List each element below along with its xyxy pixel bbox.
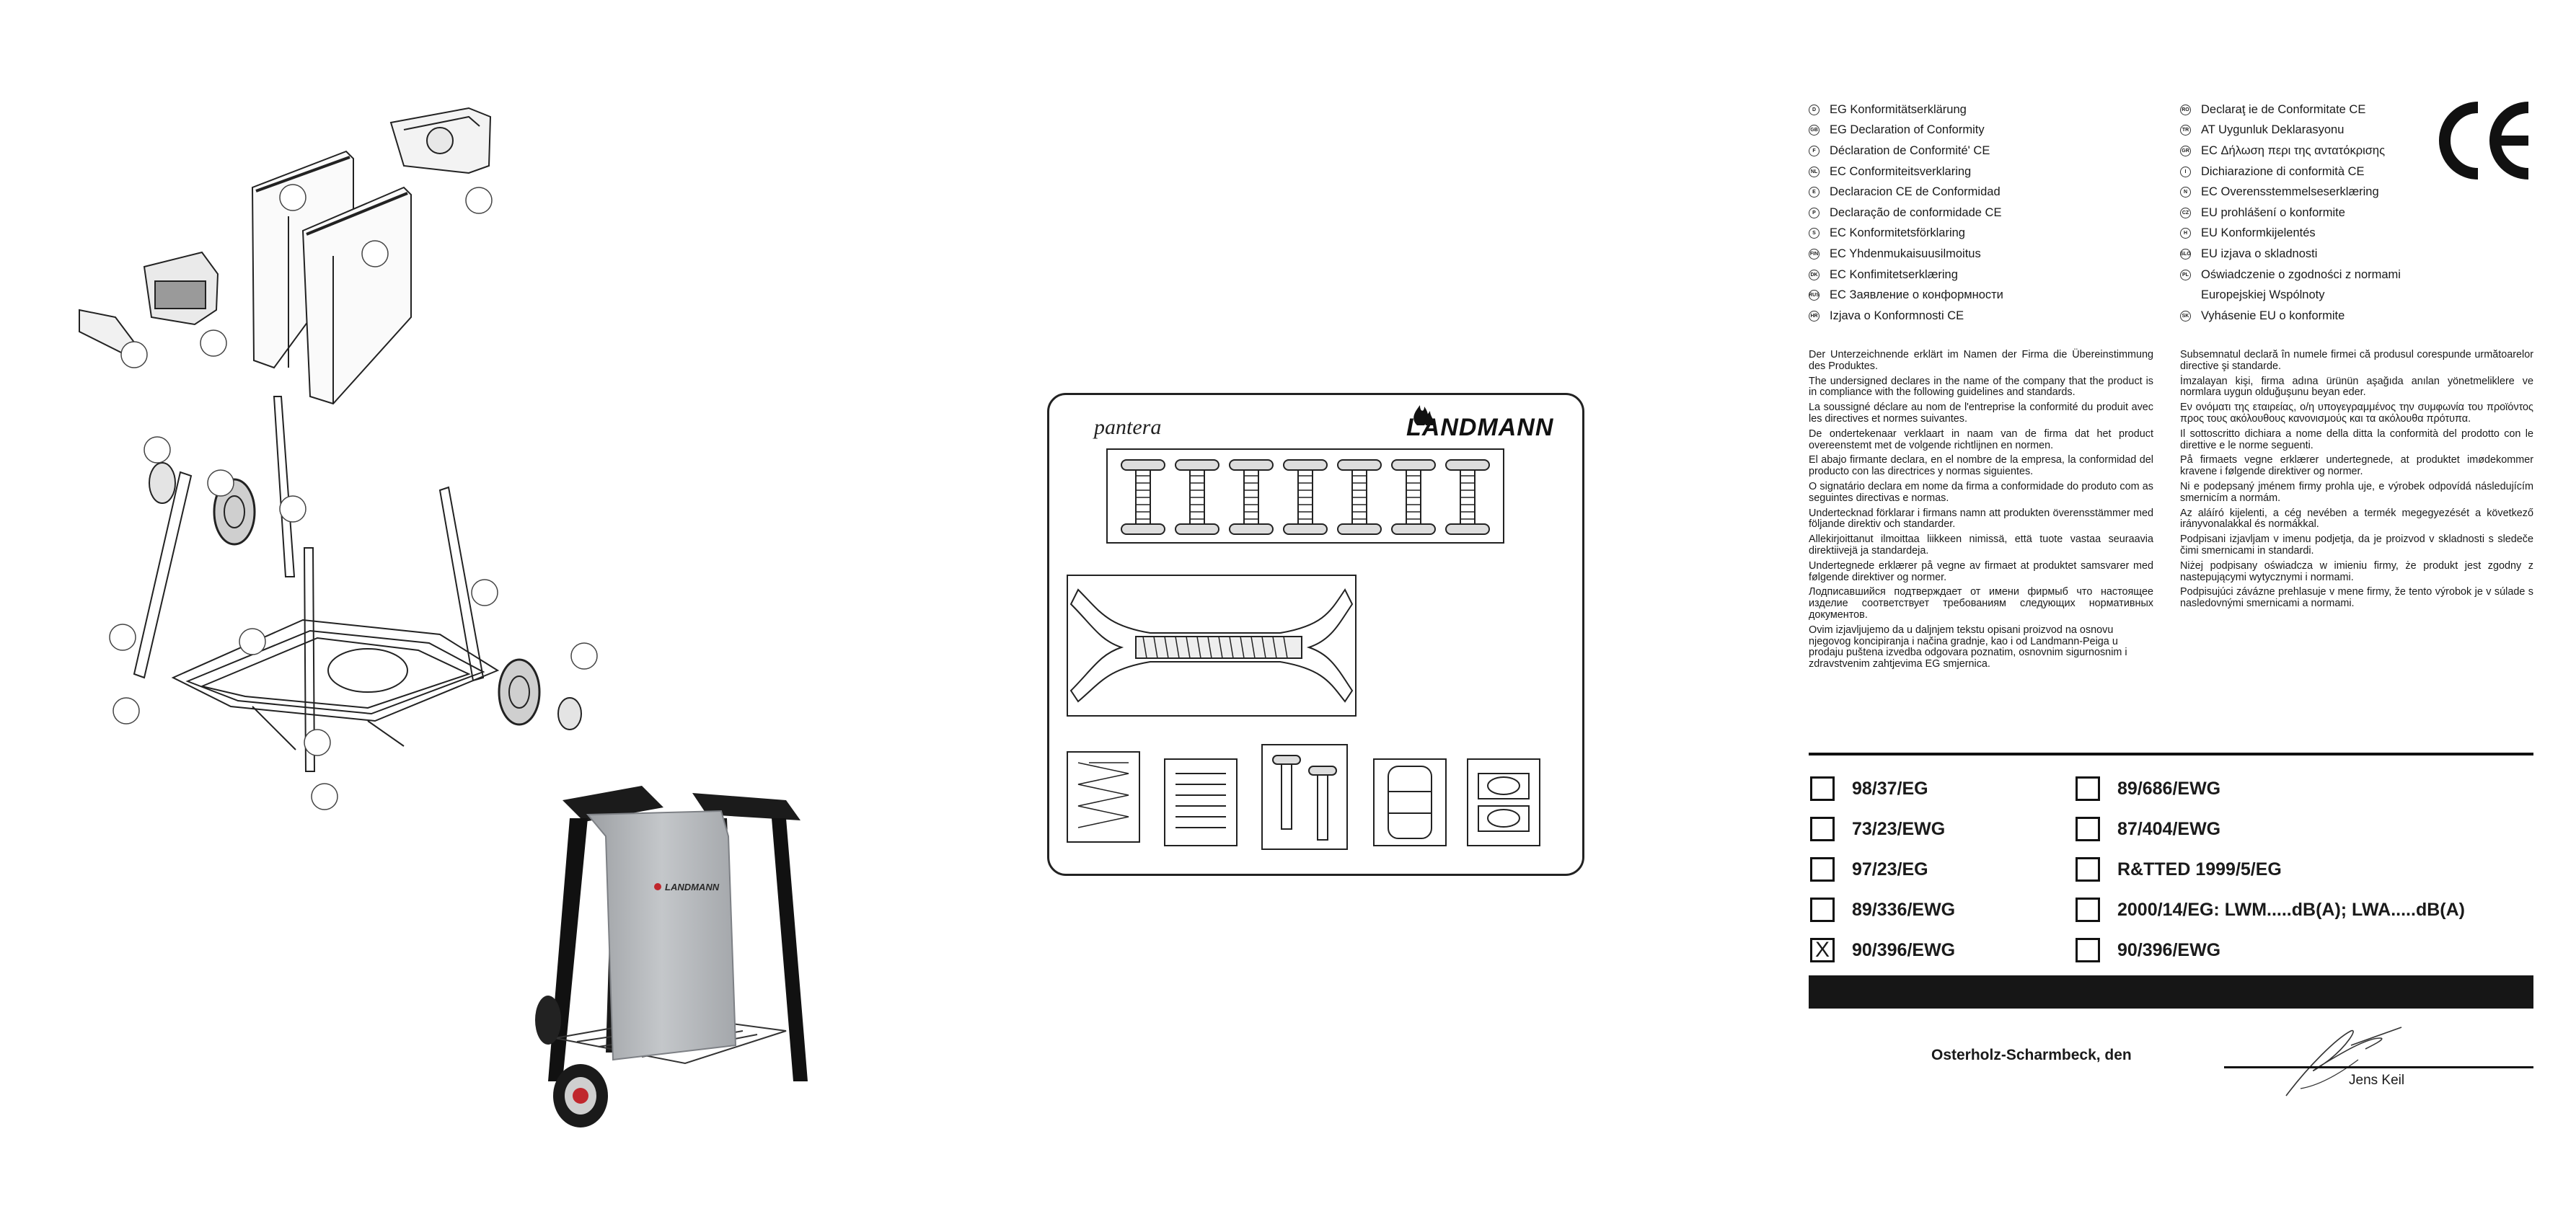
title-text: Déclaration de Conformité' CE — [1830, 143, 1990, 157]
product-name: pantera — [1094, 415, 1162, 439]
directive-checkbox[interactable] — [2076, 776, 2100, 801]
signer-name: Jens Keil — [2349, 1073, 2405, 1088]
statement: Undertegnede erklærer på vegne av firmaet at produktet samsvarer med følgende direktiver og normer. — [1809, 559, 2153, 583]
directive-label: 89/686/EWG — [2117, 778, 2221, 799]
statement: La soussigné déclare au nom de l'entreprise la conformité du produit avec les directives et normes suivantes. — [1809, 402, 2153, 425]
statement: Il sottoscritto dichiara a nome della ditta la conformità del prodotto con le direttive e le norme seguenti. — [2180, 427, 2533, 451]
country-badge: S — [1809, 228, 1819, 239]
statements-right-column — [2180, 350, 2533, 674]
directive-label: 2000/14/EG: LWM.....dB(A); LWA.....dB(A) — [2117, 899, 2465, 920]
title-text: EU prohlášení o konformite — [2201, 205, 2345, 219]
title-item — [1809, 99, 2180, 120]
directive-label: 73/23/EWG — [1852, 818, 1946, 839]
directive-label: 90/396/EWG — [1852, 939, 1956, 960]
country-badge: F — [1809, 146, 1819, 156]
country-badge: I — [2180, 167, 2191, 177]
title-text: EC Konfimitetserklæring — [1830, 267, 1958, 281]
title-item — [1809, 203, 2180, 223]
title-item — [1809, 120, 2180, 141]
hardware-card — [1047, 393, 1584, 876]
title-item — [1809, 161, 2180, 182]
country-badge: CZ — [2180, 208, 2191, 218]
directive-item — [2076, 849, 2508, 890]
title-text: EG Declaration of Conformity — [1830, 123, 1985, 137]
directive-checkbox[interactable] — [2076, 938, 2100, 962]
country-badge: SLO — [2180, 249, 2191, 260]
directive-item — [1810, 890, 2076, 930]
title-item — [2180, 285, 2533, 306]
title-item — [1809, 265, 2180, 285]
statement: Der Unterzeichnende erklärt im Namen der Firma die Übereinstimmung des Produktes. — [1809, 349, 2153, 372]
directive-checkbox[interactable] — [1810, 857, 1835, 882]
statements-left-column — [1809, 350, 2153, 674]
directive-checkbox[interactable] — [1810, 817, 1835, 841]
title-item — [1809, 141, 2180, 161]
country-badge: D — [1809, 105, 1819, 115]
statement: The undersigned declares in the name of the company that the product is in compliance with the following guidelines and standards. — [1809, 375, 2153, 399]
signature-line — [2224, 1066, 2533, 1068]
directive-checkbox-checked[interactable]: X — [1810, 938, 1835, 962]
title-item — [2180, 265, 2533, 285]
statement: De ondertekenaar verklaart in naam van de firma dat het product overeenstemt met de volgende richtlijnen en normen. — [1809, 427, 2153, 451]
country-badge: P — [1809, 208, 1819, 218]
country-badge: DK — [1809, 270, 1819, 280]
title-text: EU izjava o skladnosti — [2201, 247, 2318, 260]
directive-item — [1810, 930, 2076, 970]
country-badge: HR — [1809, 311, 1819, 322]
directive-item — [2076, 809, 2508, 849]
statement: O signatário declara em nome da firma a conformidade do produto com as seguintes directivas e normas. — [1809, 480, 2153, 504]
title-text: EC Overensstemmelseserklæring — [2201, 185, 2379, 199]
title-text: Declaração de conformidade CE — [1830, 205, 2002, 219]
title-text: ЕС Заявление о конформности — [1830, 288, 2003, 302]
directive-label: 97/23/EG — [1852, 859, 1928, 880]
directive-checkbox[interactable] — [2076, 898, 2100, 922]
country-badge: SK — [2180, 311, 2191, 322]
statement: Az aláíró kijelenti, a cég nevében a termék megegyezését a következő irányvonalakkal és normákkal. — [2180, 507, 2533, 531]
declaration-titles — [1809, 99, 2533, 327]
directive-label: 90/396/EWG — [2117, 939, 2221, 960]
directive-label: 98/37/EG — [1852, 778, 1928, 799]
directive-label: R&TTED 1999/5/EG — [2117, 859, 2282, 880]
statement: El abajo firmante declara, en el nombre de la empresa, la conformidad del producto con las directrices y normas siguientes. — [1809, 454, 2153, 478]
title-text: EG Konformitätserklärung — [1830, 102, 1967, 116]
brand-logo-text: LANDMANN — [1406, 414, 1554, 441]
directives-checklist — [1810, 768, 2535, 970]
title-item — [1809, 244, 2180, 265]
hardware-drawings — [1049, 395, 1587, 878]
title-text: Izjava o Konformnosti CE — [1830, 309, 1964, 322]
statement: Subsemnatul declară în numele firmei că produsul corespunde următoarelor directive şi standarde. — [2180, 349, 2533, 372]
title-text: AT Uygunluk Deklarasyonu — [2201, 123, 2345, 137]
directive-label: 87/404/EWG — [2117, 818, 2221, 839]
directive-checkbox[interactable] — [1810, 776, 1835, 801]
title-text: Dichiarazione di conformità CE — [2201, 164, 2365, 178]
titles-left-column — [1809, 99, 2180, 327]
statement: İmzalayan kişi, firma adına ürünün aşağıda anılan yönetmeliklere ve normlara uygun olduğuşunu beyan eder. — [2180, 375, 2533, 399]
statement: Podpisujúci závázne prehlasuje v mene firmy, že tento výrobok je v súlade s nasledovnými smernicami a normami. — [2180, 586, 2533, 610]
title-text: EC Konformitetsförklaring — [1830, 226, 1965, 240]
title-item — [1809, 223, 2180, 244]
title-item — [2180, 306, 2533, 327]
title-text: EC Conformiteitsverklaring — [1830, 164, 1972, 178]
declaration-statements — [1809, 350, 2533, 674]
statement: Εν ονόματι της εταιρείας, ο/η υπογεγραμμένος την συμφωνία του προϊόντος προς τους ακόλουθους κανονισμούς και τα ακόλουθα πρότυπα. — [2180, 402, 2533, 425]
directive-item — [1810, 809, 2076, 849]
title-item — [2180, 182, 2533, 203]
title-item — [2180, 223, 2533, 244]
title-item — [2180, 203, 2533, 223]
signature-icon — [2279, 1016, 2409, 1103]
title-text: ΕC Δήλωση περι της αντατόκρισης — [2201, 143, 2386, 157]
title-item — [1809, 306, 2180, 327]
title-text: Declaracion CE de Conformidad — [1830, 185, 2001, 199]
country-badge: PL — [2180, 270, 2191, 280]
directive-checkbox[interactable] — [2076, 857, 2100, 882]
divider — [1809, 753, 2533, 756]
directive-item — [2076, 768, 2508, 809]
directive-item — [2076, 890, 2508, 930]
directive-item — [1810, 768, 2076, 809]
country-badge: N — [2180, 187, 2191, 198]
country-badge: GR — [2180, 146, 2191, 156]
title-text: Declaraţ ie de Conformitate CE — [2201, 102, 2366, 116]
country-badge: GB — [1809, 125, 1819, 136]
title-text: Vyhásenie EU o konformite — [2201, 309, 2345, 322]
title-item — [2180, 244, 2533, 265]
statement: Ovim izjavljujemo da u daljnjem tekstu opisani proizvod na osnovu njegovog koncipiranja i načina gradnje, kao i od Landmann-Peiga u prodaju puštena izvedba odgovara poznatim, osnovnim sigurnosnim i zdravstvenim zahtjevima EG smjernica. — [1809, 624, 2127, 670]
product-photo — [498, 779, 837, 1139]
bag-logo-text: LANDMANN — [665, 882, 720, 892]
statement: Undertecknad förklarar i firmans namn att produkten överensstämmer med följande direktiv och standarder. — [1809, 507, 2153, 531]
place-date-label: Osterholz-Scharmbeck, den — [1931, 1047, 2132, 1063]
directive-label: 89/336/EWG — [1852, 899, 1956, 920]
country-badge: RO — [2180, 105, 2191, 115]
title-text: Oświadczenie o zgodności z normami — [2201, 267, 2401, 281]
statement: Podpisani izjavljam v imenu podjetja, da je proizvod v skladnosti s sledeče čimi smernicami in standardi. — [2180, 533, 2533, 557]
country-badge: TR — [2180, 125, 2191, 136]
statement: Niżej podpisany oświadcza w imieniu firmy, że produkt jest zgodny z nastepującymi wytycznymi i normami. — [2180, 559, 2533, 583]
directive-checkbox[interactable] — [2076, 817, 2100, 841]
country-badge: FIN — [1809, 249, 1819, 260]
ce-mark-icon — [2436, 97, 2533, 184]
title-text: EU Konformkijelentés — [2201, 226, 2316, 240]
black-bar — [1809, 975, 2533, 1009]
title-item — [1809, 182, 2180, 203]
statement: Allekirjoittanut ilmoittaa liikkeen nimissä, että tuote vastaa seuraavia direktiivejä ja standardeja. — [1809, 533, 2153, 557]
statement: På firmaets vegne erklærer undertegnede, at produktet imødekommer kravene i følgende direktiver og normer. — [2180, 454, 2533, 478]
title-text: Europejskiej Wspólnoty — [2201, 288, 2325, 302]
country-badge: RUS — [1809, 290, 1819, 301]
title-text: EC Yhdenmukaisuusilmoitus — [1830, 247, 1981, 260]
directive-checkbox[interactable] — [1810, 898, 1835, 922]
directive-item — [2076, 930, 2508, 970]
statement: Ni e podepsaný jménem firmy prohla uje, e výrobek odpovídá následujícím smernicím a normám. — [2180, 480, 2533, 504]
directive-item — [1810, 849, 2076, 890]
title-item — [1809, 285, 2180, 306]
country-badge: NL — [1809, 167, 1819, 177]
country-badge: E — [1809, 187, 1819, 198]
country-badge: H — [2180, 228, 2191, 239]
statement: Лодписавшийся подтверждает от имени фирмыб что настоящее изделие соответствует требованиям следующих нормативных документов. — [1809, 586, 2153, 621]
exploded-parts-drawing — [65, 101, 642, 822]
